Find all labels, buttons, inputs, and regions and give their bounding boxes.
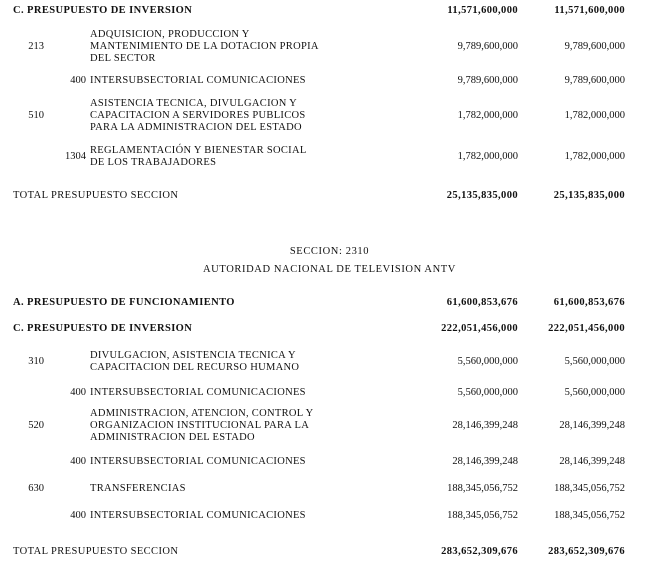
desc-line: ADQUISICION, PRODUCCION Y xyxy=(90,29,250,40)
line-code: 520 xyxy=(28,420,44,431)
line-description xyxy=(90,387,340,399)
line-description xyxy=(90,98,340,134)
desc-line: DIVULGACION, ASISTENCIA TECNICA Y xyxy=(90,350,296,361)
line-description xyxy=(90,350,340,374)
amount-col1: 188,345,056,752 xyxy=(447,510,518,521)
desc-line: ADMINISTRACION DEL ESTADO xyxy=(90,432,255,443)
amount-col1: 222,051,456,000 xyxy=(441,323,518,334)
amount-col2: 11,571,600,000 xyxy=(554,5,625,16)
line-code: 1304 xyxy=(65,151,86,162)
amount-col2: 25,135,835,000 xyxy=(553,190,625,201)
line-code: 630 xyxy=(28,483,44,494)
amount-col2: 5,560,000,000 xyxy=(564,387,625,398)
amount-col1: 11,571,600,000 xyxy=(447,5,518,16)
entity-name: AUTORIDAD NACIONAL DE TELEVISION ANTV xyxy=(203,264,456,275)
line-description xyxy=(90,456,340,468)
desc-line: PARA LA ADMINISTRACION DEL ESTADO xyxy=(90,122,302,133)
desc-line: MANTENIMIENTO DE LA DOTACION PROPIA xyxy=(90,41,319,52)
section-number: SECCION: 2310 xyxy=(289,246,370,257)
total-label: TOTAL PRESUPUESTO SECCION xyxy=(13,546,179,557)
row-label: C. PRESUPUESTO DE INVERSION xyxy=(13,323,193,334)
amount-col2: 188,345,056,752 xyxy=(554,510,625,521)
amount-col1: 9,789,600,000 xyxy=(457,41,518,52)
desc-line: INTERSUBSECTORIAL COMUNICACIONES xyxy=(90,387,306,398)
row-label: A. PRESUPUESTO DE FUNCIONAMIENTO xyxy=(13,297,235,308)
amount-col1: 28,146,399,248 xyxy=(452,456,518,467)
desc-line: ASISTENCIA TECNICA, DIVULGACION Y xyxy=(90,98,298,109)
amount-col1: 9,789,600,000 xyxy=(457,75,518,86)
desc-line: INTERSUBSECTORIAL COMUNICACIONES xyxy=(90,75,306,86)
amount-col2: 1,782,000,000 xyxy=(564,110,625,121)
desc-line: TRANSFERENCIAS xyxy=(90,483,186,494)
amount-col1: 28,146,399,248 xyxy=(452,420,518,431)
line-code: 400 xyxy=(70,456,86,467)
desc-line: REGLAMENTACIÓN Y BIENESTAR SOCIAL xyxy=(90,145,307,156)
amount-col2: 28,146,399,248 xyxy=(559,420,625,431)
amount-col2: 9,789,600,000 xyxy=(564,75,625,86)
line-description xyxy=(90,29,340,65)
amount-col2: 222,051,456,000 xyxy=(548,323,625,334)
line-description xyxy=(90,510,340,522)
amount-col1: 25,135,835,000 xyxy=(446,190,518,201)
line-description xyxy=(90,145,340,169)
desc-line: CAPACITACION DEL RECURSO HUMANO xyxy=(90,362,300,373)
amount-col2: 283,652,309,676 xyxy=(548,546,625,557)
desc-line: DEL SECTOR xyxy=(90,53,156,64)
line-code: 400 xyxy=(70,75,86,86)
amount-col1: 1,782,000,000 xyxy=(457,110,518,121)
total-label: TOTAL PRESUPUESTO SECCION xyxy=(13,190,179,201)
line-code: 213 xyxy=(28,41,44,52)
amount-col1: 61,600,853,676 xyxy=(446,297,518,308)
amount-col1: 5,560,000,000 xyxy=(457,387,518,398)
desc-line: ADMINISTRACION, ATENCION, CONTROL Y xyxy=(90,408,314,419)
amount-col1: 188,345,056,752 xyxy=(447,483,518,494)
row-label: C. PRESUPUESTO DE INVERSION xyxy=(13,5,193,16)
amount-col2: 1,782,000,000 xyxy=(564,151,625,162)
line-description xyxy=(90,408,340,444)
amount-col2: 9,789,600,000 xyxy=(564,41,625,52)
line-code: 310 xyxy=(28,356,44,367)
line-description xyxy=(90,483,340,495)
desc-line: INTERSUBSECTORIAL COMUNICACIONES xyxy=(90,456,306,467)
amount-col2: 5,560,000,000 xyxy=(564,356,625,367)
desc-line: ORGANIZACION INSTITUCIONAL PARA LA xyxy=(90,420,310,431)
amount-col1: 5,560,000,000 xyxy=(457,356,518,367)
line-code: 400 xyxy=(70,387,86,398)
amount-col2: 188,345,056,752 xyxy=(554,483,625,494)
desc-line: CAPACITACION A SERVIDORES PUBLICOS xyxy=(90,110,306,121)
line-code: 510 xyxy=(28,110,44,121)
desc-line: DE LOS TRABAJADORES xyxy=(90,157,217,168)
amount-col1: 283,652,309,676 xyxy=(441,546,518,557)
amount-col1: 1,782,000,000 xyxy=(457,151,518,162)
desc-line: INTERSUBSECTORIAL COMUNICACIONES xyxy=(90,510,306,521)
line-code: 400 xyxy=(70,510,86,521)
amount-col2: 28,146,399,248 xyxy=(559,456,625,467)
amount-col2: 61,600,853,676 xyxy=(553,297,625,308)
line-description xyxy=(90,75,340,87)
